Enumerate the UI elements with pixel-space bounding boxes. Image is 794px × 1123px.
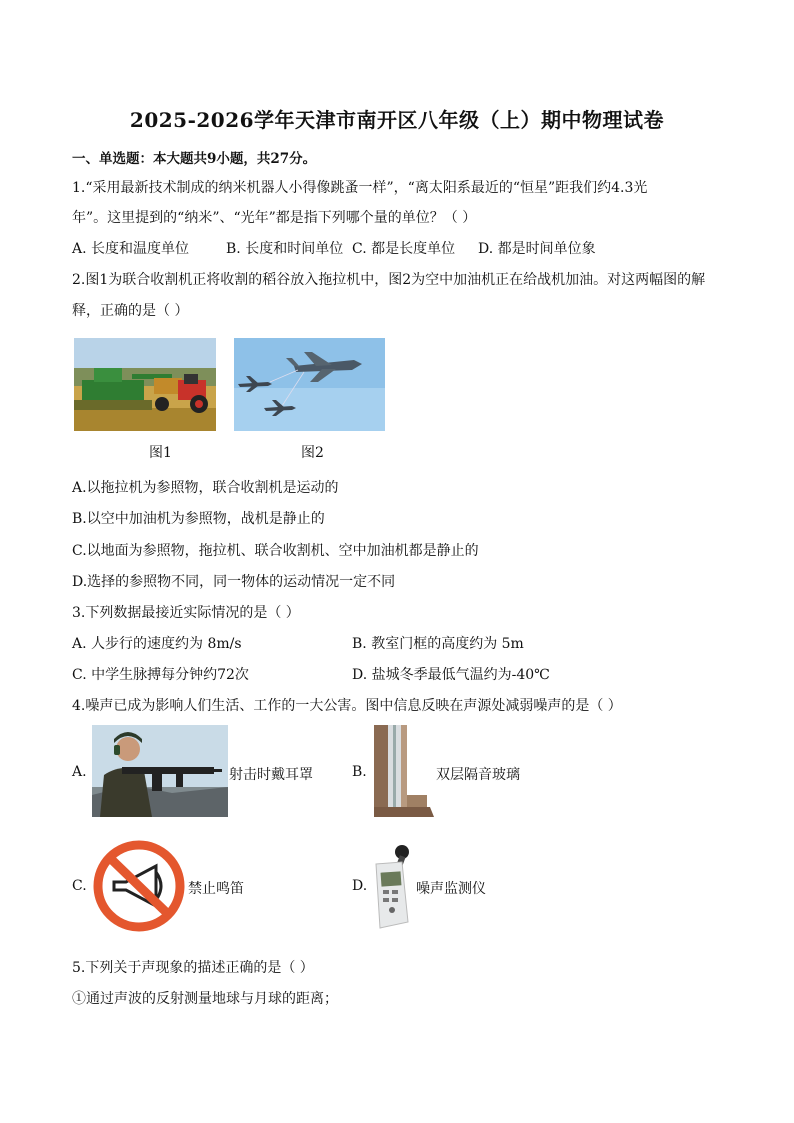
- q1-stem-line1: 1.“采用最新技术制成的纳米机器人小得像跳蚤一样”，“离太阳系最近的“恒星”距我们约4.3光: [72, 180, 648, 196]
- section-heading: 一、单选题：本大题共9小题，共27分。: [72, 151, 317, 167]
- q1-option-a: A. 长度和温度单位: [72, 241, 190, 257]
- q4-stem: 4.噪声已成为影响人们生活、工作的一大公害。图中信息反映在声源处减弱噪声的是（ ）: [72, 698, 622, 714]
- q2-stem-line1: 2.图1为联合收割机正将收割的稻谷放入拖拉机中，图2为空中加油机正在给战机加油。对这两幅图的解: [72, 272, 706, 288]
- figure-2-aerial-refueling-image: [234, 338, 385, 431]
- q4-option-b-letter: B.: [352, 764, 367, 780]
- page-title: 2025-2026学年天津市南开区八年级（上）期中物理试卷: [129, 108, 665, 132]
- q1-stem-line2: 年”。这里提到的“纳米”、“光年”都是指下列哪个量的单位？（ ）: [72, 210, 477, 226]
- q4-option-c-no-horn-sign-icon: [92, 838, 186, 934]
- figure-2-caption: 图2: [301, 445, 324, 461]
- q1-option-b: B. 长度和时间单位: [226, 241, 344, 257]
- q4-option-d-text: 噪声监测仪: [416, 881, 486, 897]
- q4-option-d-letter: D.: [352, 878, 368, 894]
- q4-option-c-letter: C.: [72, 878, 87, 894]
- q5-item-1: ①通过声波的反射测量地球与月球的距离；: [72, 991, 338, 1007]
- q4-option-a-letter: A.: [72, 764, 87, 780]
- q5-stem: 5.下列关于声现象的描述正确的是（ ）: [72, 960, 314, 976]
- q4-option-a-text: 射击时戴耳罩: [229, 767, 313, 783]
- q4-option-c-text: 禁止鸣笛: [188, 881, 244, 897]
- q4-option-b-text: 双层隔音玻璃: [436, 767, 520, 783]
- figure-1-caption: 图1: [149, 445, 172, 461]
- q2-option-a: A.以拖拉机为参照物，联合收割机是运动的: [72, 480, 339, 496]
- q3-option-d: D. 盐城冬季最低气温约为-40℃: [352, 667, 550, 683]
- q3-option-b: B. 教室门框的高度约为 5m: [352, 636, 524, 652]
- q2-option-d: D.选择的参照物不同，同一物体的运动情况一定不同: [72, 574, 396, 590]
- q4-option-a-shooter-image: [92, 725, 228, 817]
- q1-option-d: D. 都是时间单位象: [478, 241, 596, 257]
- q2-option-b: B.以空中加油机为参照物，战机是静止的: [72, 511, 325, 527]
- q2-option-c: C.以地面为参照物，拖拉机、联合收割机、空中加油机都是静止的: [72, 543, 479, 559]
- figure-1-harvester-image: [74, 338, 216, 431]
- q2-stem-line2: 释，正确的是（ ）: [72, 303, 189, 319]
- q4-option-d-noise-meter-image: [368, 842, 414, 930]
- q4-option-b-double-glass-image: [370, 725, 436, 821]
- q3-option-c: C. 中学生脉搏每分钟约72次: [72, 667, 249, 683]
- q3-option-a: A. 人步行的速度约为 8m/s: [72, 636, 242, 652]
- q3-stem: 3.下列数据最接近实际情况的是（ ）: [72, 605, 300, 621]
- q1-option-c: C. 都是长度单位: [352, 241, 456, 257]
